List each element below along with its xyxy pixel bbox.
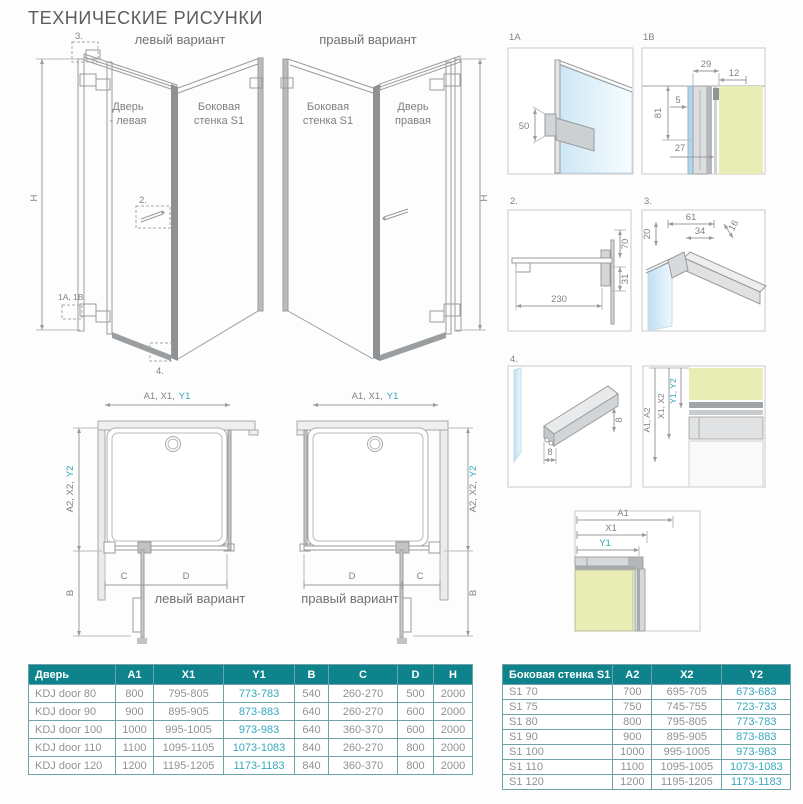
table-cell: 2000 — [434, 739, 473, 757]
dim-h: H — [479, 194, 490, 202]
table-cell: KDJ door 80 — [29, 685, 116, 703]
table-cell: 800 — [116, 685, 154, 703]
glass-panel — [575, 570, 633, 631]
table-cell: 995-1005 — [652, 745, 722, 760]
wall-label-1: Боковая — [306, 101, 350, 113]
dim-c: C — [416, 571, 424, 582]
table-cell: S1 110 — [503, 760, 613, 775]
elevation-right-drawing — [280, 28, 492, 380]
glass-section — [688, 86, 693, 174]
dim-8w: 8 — [547, 447, 553, 458]
table-cell: S1 90 — [503, 730, 613, 745]
door-threshold — [380, 332, 446, 361]
table-header-cell: Дверь — [29, 665, 116, 685]
table-cell: 1073-1083 — [722, 760, 791, 775]
plan-left-top-dim: A1, X1, Y1 — [143, 391, 191, 402]
side-wall-glass — [228, 430, 231, 550]
side-wall-edge — [258, 58, 263, 311]
table-header-cell: Y2 — [722, 665, 791, 685]
glass-section — [611, 240, 614, 324]
door-end-cap — [397, 638, 407, 644]
table-cell: 1100 — [116, 739, 154, 757]
hinge-block — [545, 114, 556, 136]
table-header-cell: Боковая стенка S1 — [503, 665, 613, 685]
table-header-cell: A2 — [613, 665, 652, 685]
door-label-2: - левая — [109, 115, 147, 127]
detail-2-label: 2. — [510, 196, 518, 207]
table-header-cell: X2 — [652, 665, 722, 685]
dim-y1-y2: Y1, Y2 — [668, 378, 678, 404]
table-cell: 723-733 — [722, 700, 791, 715]
table-cell: 973-983 — [722, 745, 791, 760]
table-row — [29, 703, 473, 721]
table-row — [503, 700, 791, 715]
table-cell: 1073-1083 — [224, 739, 295, 757]
table-cell: 895-905 — [154, 703, 224, 721]
table-cell: 260-270 — [329, 739, 398, 757]
dim-a1: A1 — [617, 508, 629, 519]
table-cell: S1 75 — [503, 700, 613, 715]
table-cell: 973-983 — [224, 721, 295, 739]
table-cell: 600 — [398, 721, 434, 739]
detail-1b — [640, 30, 770, 176]
dim-16: 16 — [726, 218, 742, 234]
corner-post — [373, 84, 380, 361]
side-wall-edge — [283, 59, 288, 311]
dim-61: 61 — [685, 212, 697, 223]
table-cell: 873-883 — [722, 730, 791, 745]
wall-label-1: Боковая — [197, 101, 241, 113]
elevation-right-caption: правый вариант — [319, 32, 417, 47]
table-cell: 700 — [613, 685, 652, 700]
table-cell: 360-370 — [329, 721, 398, 739]
table-cell: 745-755 — [652, 700, 722, 715]
wall-label-2: стенка S1 — [193, 115, 245, 127]
handle-end — [383, 217, 386, 220]
dim-27: 27 — [674, 143, 686, 154]
table-row — [29, 739, 473, 757]
wall-fill — [719, 86, 763, 174]
side-building-wall — [440, 430, 448, 600]
detail-3 — [640, 194, 770, 336]
handle-bar — [512, 258, 612, 263]
detail-4 — [506, 352, 636, 494]
door-end-cap — [137, 638, 147, 644]
door-label-1: Дверь — [397, 101, 429, 113]
detail-corner-section — [641, 352, 771, 494]
table-row — [503, 730, 791, 745]
profile-dark — [689, 402, 763, 408]
table-row — [29, 685, 473, 703]
detail-3-label: 3. — [644, 196, 652, 207]
door-threshold — [112, 332, 171, 361]
corner-post — [171, 84, 178, 361]
wall-profile — [707, 86, 712, 174]
table-cell: 795-805 — [154, 685, 224, 703]
table-cell: 840 — [295, 757, 329, 775]
table-cell: 640 — [295, 721, 329, 739]
table-header-cell: B — [295, 665, 329, 685]
plan-left-side-dim: A2, X2,Y2 — [65, 465, 76, 513]
table-cell: 900 — [613, 730, 652, 745]
table-cell: 600 — [398, 703, 434, 721]
handle-bracket — [601, 250, 610, 286]
detail-1b-label: 1B — [643, 32, 655, 43]
detail-1a-label: 1A — [509, 32, 521, 43]
table-cell: 673-683 — [722, 685, 791, 700]
table-row — [29, 721, 473, 739]
door-label-1: Дверь — [112, 101, 144, 113]
table-cell: 795-805 — [652, 715, 722, 730]
table-row — [503, 775, 791, 790]
dim-81: 81 — [653, 107, 664, 119]
table-cell: 1173-1183 — [224, 757, 295, 775]
side-building-wall — [98, 430, 105, 600]
dim-b: B — [468, 589, 479, 597]
table-header-cell: H — [434, 665, 473, 685]
dim-x1: X1 — [605, 523, 617, 534]
table-cell: S1 100 — [503, 745, 613, 760]
table-cell: 640 — [295, 703, 329, 721]
table-cell: KDJ door 90 — [29, 703, 116, 721]
wall-label-2: стенка S1 — [302, 115, 354, 127]
table-cell: 260-270 — [329, 703, 398, 721]
dim-70: 70 — [620, 238, 631, 250]
dim-b: B — [65, 589, 76, 597]
dim-31: 31 — [620, 273, 631, 285]
table-cell: 840 — [295, 739, 329, 757]
table-row — [503, 745, 791, 760]
detail-1a — [506, 30, 636, 176]
dim-c: C — [120, 571, 128, 582]
table-cell: 1000 — [116, 721, 154, 739]
table-cell: 773-783 — [224, 685, 295, 703]
table-cell: 695-705 — [652, 685, 722, 700]
table-cell: 2000 — [434, 685, 473, 703]
detail-4-label: 4. — [510, 354, 518, 365]
dim-a1-a2: A1, A2 — [642, 407, 652, 433]
dim-230: 230 — [551, 294, 567, 305]
door-table — [28, 664, 473, 775]
table-cell: 1200 — [116, 757, 154, 775]
table-row — [503, 760, 791, 775]
table-header-cell: C — [329, 665, 398, 685]
table-cell: 873-883 — [224, 703, 295, 721]
callout-3-label: 3. — [75, 31, 83, 42]
callout-2-label: 2. — [139, 195, 147, 206]
table-row — [29, 757, 473, 775]
elevation-left-drawing — [28, 28, 280, 380]
plan-right-caption: правый вариант — [301, 591, 399, 606]
table-cell: KDJ door 100 — [29, 721, 116, 739]
table-cell: 2000 — [434, 757, 473, 775]
dim-y1: Y1 — [599, 538, 611, 549]
dim-d: D — [348, 571, 356, 582]
table-cell: S1 80 — [503, 715, 613, 730]
callout-1ab-label: 1A, 1B — [58, 292, 84, 302]
table-cell: 360-370 — [329, 757, 398, 775]
table-cell: 1095-1105 — [154, 739, 224, 757]
table-cell: 500 — [398, 685, 434, 703]
table-cell: 750 — [613, 700, 652, 715]
door-label-2: правая — [395, 115, 431, 127]
table-cell: 1100 — [613, 760, 652, 775]
callout-1ab-box — [62, 305, 82, 319]
table-cell: 773-783 — [722, 715, 791, 730]
glass-pane — [514, 368, 521, 462]
table-header-cell: A1 — [116, 665, 154, 685]
table-cell: KDJ door 110 — [29, 739, 116, 757]
dim-20: 20 — [642, 228, 653, 240]
side-wall-glass — [304, 430, 307, 550]
dim-29: 29 — [700, 59, 712, 70]
door-closed — [304, 546, 440, 550]
table-cell: 800 — [398, 739, 434, 757]
door-closed — [105, 546, 228, 550]
dim-5: 5 — [675, 95, 681, 106]
plan-right-top-dim: A1, X1, Y1 — [351, 391, 399, 402]
dim-34: 34 — [694, 226, 706, 237]
elevation-left-caption: левый вариант — [134, 32, 226, 47]
table-cell: 540 — [295, 685, 329, 703]
handle-end — [162, 211, 165, 214]
plan-left-caption: левый вариант — [154, 591, 246, 606]
table-cell: 1195-1205 — [154, 757, 224, 775]
table-cell: 2000 — [434, 721, 473, 739]
table-row — [503, 685, 791, 700]
table-row — [503, 715, 791, 730]
profile-light — [689, 417, 763, 439]
table-cell: 895-905 — [652, 730, 722, 745]
plan-left-drawing — [40, 388, 275, 658]
callout-2-box — [136, 206, 170, 228]
plan-right-drawing — [280, 388, 508, 658]
table-cell: 1000 — [613, 745, 652, 760]
dim-d: D — [182, 571, 190, 582]
dim-x1-x2: X1, X2 — [656, 393, 666, 419]
hinge-top — [80, 74, 96, 86]
wall-fill — [689, 368, 763, 400]
table-cell: 900 — [116, 703, 154, 721]
table-cell: 1173-1183 — [722, 775, 791, 790]
page-title: ТЕХНИЧЕСКИЕ РИСУНКИ — [28, 8, 263, 28]
table-cell: 1200 — [613, 775, 652, 790]
table-header-cell: Y1 — [224, 665, 295, 685]
table-cell: 2000 — [434, 703, 473, 721]
wall-table — [502, 664, 791, 790]
callout-4-label: 4. — [156, 366, 164, 377]
table-header-cell: X1 — [154, 665, 224, 685]
table-cell: 260-270 — [329, 685, 398, 703]
handle-end-cap — [516, 263, 530, 272]
detail-plan-corner — [573, 496, 705, 638]
door-handle — [133, 598, 141, 632]
table-cell: 1195-1205 — [652, 775, 722, 790]
table-cell: KDJ door 120 — [29, 757, 116, 775]
table-cell: S1 120 — [503, 775, 613, 790]
table-cell: S1 70 — [503, 685, 613, 700]
table-cell: 800 — [398, 757, 434, 775]
table-cell: 995-1005 — [154, 721, 224, 739]
table-cell: 1095-1005 — [652, 760, 722, 775]
dim-h: H — [29, 194, 40, 202]
plan-right-side-dim: A2, X2,Y2 — [468, 465, 479, 513]
table-cell: 800 — [613, 715, 652, 730]
door-handle — [403, 598, 411, 632]
dim-50: 50 — [518, 121, 530, 132]
table-header-cell: D — [398, 665, 434, 685]
dim-8h: 8 — [614, 417, 625, 423]
detail-2 — [506, 194, 636, 336]
dim-12: 12 — [728, 68, 740, 79]
